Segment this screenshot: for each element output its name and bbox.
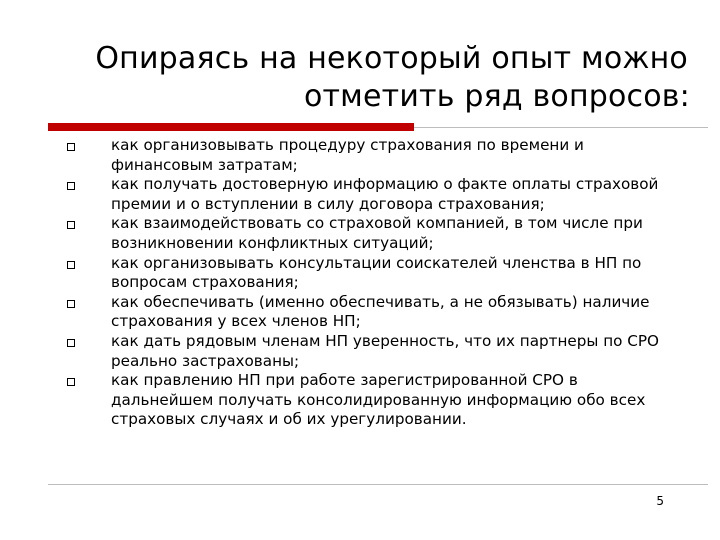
hollow-square-bullet-icon [67, 378, 75, 386]
list-item [64, 371, 664, 430]
list-item [64, 136, 664, 175]
slide-title-line-2: отметить ряд вопросов: [303, 79, 690, 114]
footer-divider-line [48, 484, 708, 485]
hollow-square-bullet-icon [67, 143, 75, 151]
hollow-square-bullet-icon [67, 221, 75, 229]
list-item-text: как обеспечивать (именно обеспечивать, а не обязывать) наличие страхования у всех членов НП; [111, 292, 650, 331]
list-item-text: как взаимодействовать со страховой компанией, в том числе при возникновении конфликтных ситуаций; [111, 214, 643, 252]
hollow-square-bullet-icon [67, 300, 75, 308]
slide-title-line-1: Опираясь на некоторый опыт можно [95, 41, 688, 76]
title-accent-bar [48, 123, 414, 131]
list-item [64, 293, 664, 332]
page-number: 5 [656, 494, 664, 508]
hollow-square-bullet-icon [67, 261, 75, 269]
list-item-text: как организовывать консультации соискателей членства в НП по вопросам страхования; [111, 253, 642, 292]
list-item [64, 332, 664, 371]
bullet-list [64, 136, 664, 430]
hollow-square-bullet-icon [67, 182, 75, 190]
list-item [64, 254, 664, 293]
hollow-square-bullet-icon [67, 339, 75, 347]
list-item [64, 214, 664, 253]
list-item-text: как получать достоверную информацию о факте оплаты страховой премии и о вступлении в силу договора страхования; [111, 175, 659, 213]
list-item-text: как дать рядовым членам НП уверенность, что их партнеры по СРО реально застрахованы; [111, 331, 659, 370]
list-item-text: как организовывать процедуру страхования по времени и финансовым затратам; [111, 136, 584, 174]
list-item-text: как правлению НП при работе зарегистрированной СРО в дальнейшем получать консолидированную информацию обо всех страховых случаях и об их урегулировании. [111, 371, 646, 429]
slide-title [60, 40, 690, 116]
list-item [64, 175, 664, 214]
